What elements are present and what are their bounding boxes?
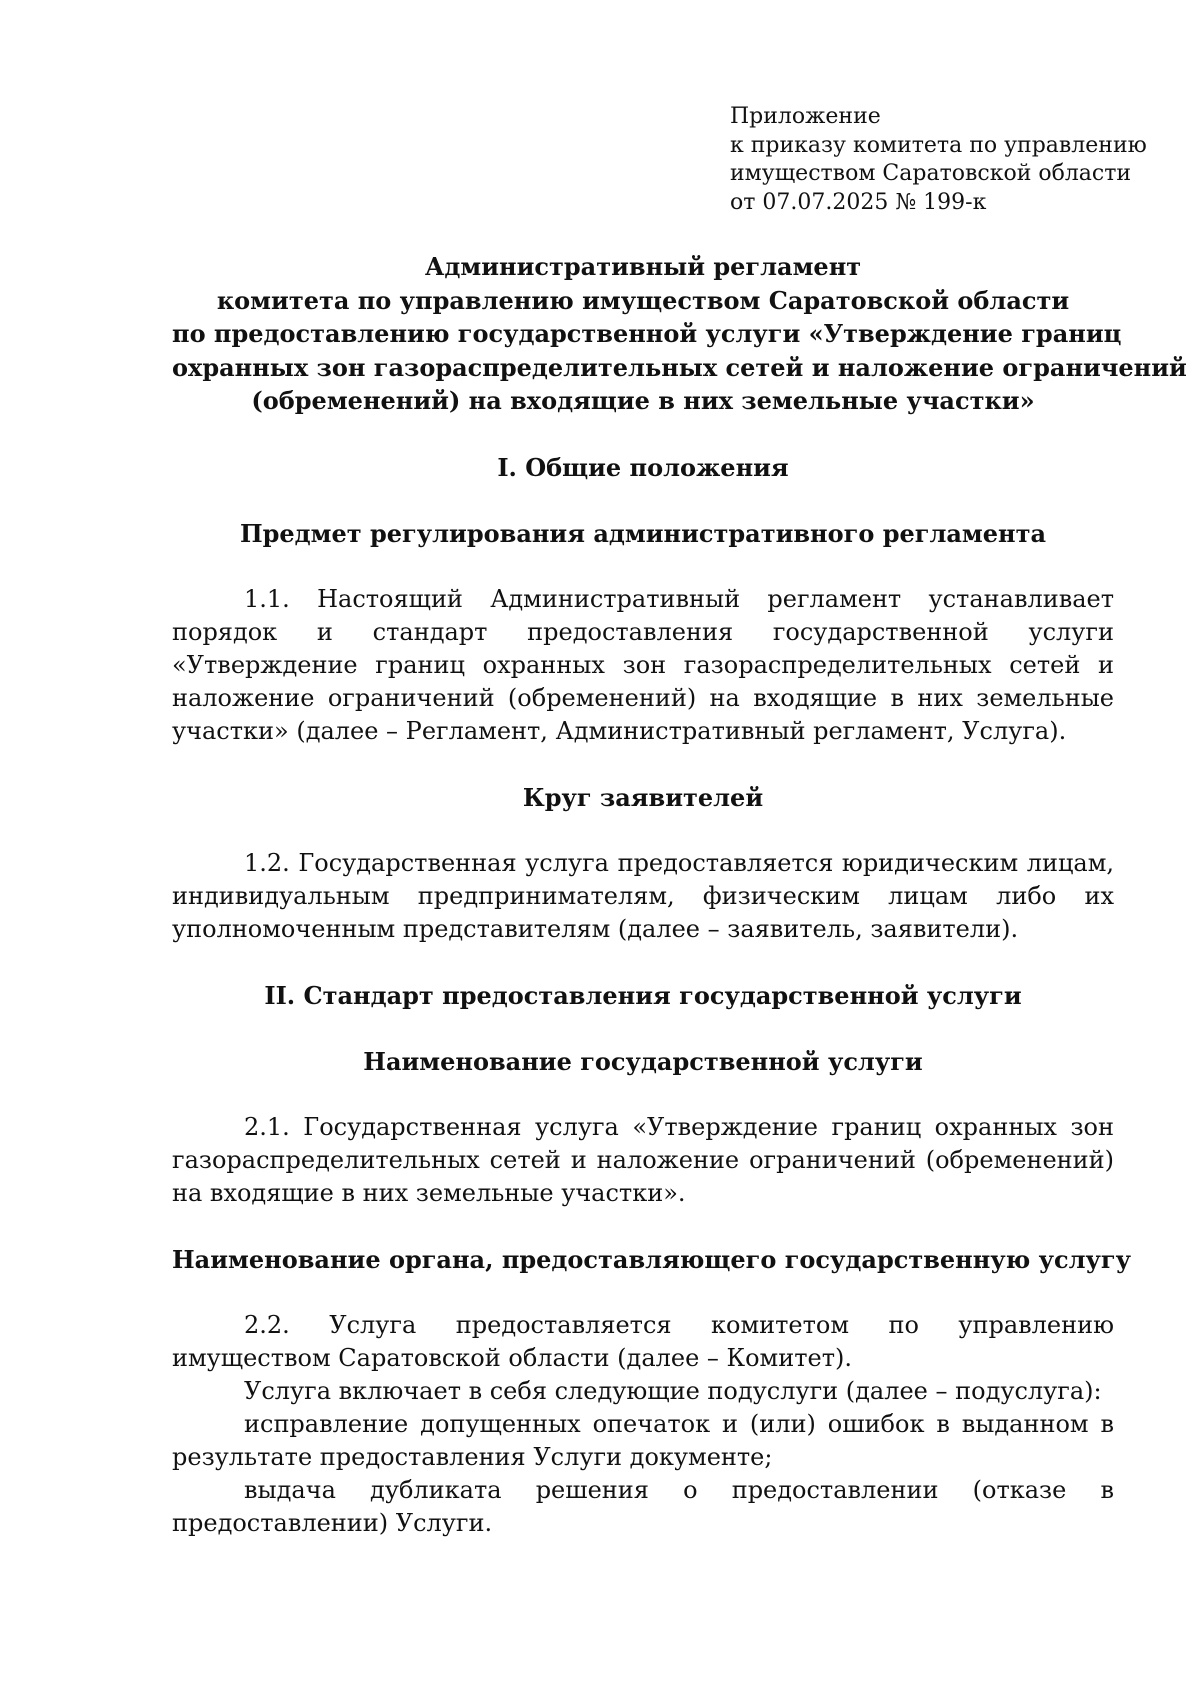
- title-line: по предоставлению государственной услуги «Утверждение границ: [172, 319, 1122, 348]
- subheading-service-name: Наименование государственной услуги: [363, 1046, 923, 1076]
- appendix-line: имуществом Саратовской области: [730, 161, 1132, 186]
- subheading-applicants: Круг заявителей: [522, 782, 764, 812]
- appendix-line: к приказу комитета по управлению: [730, 132, 1147, 158]
- paragraph-2-2-duplicate: выдача дубликата решения о предоставлении (отказе в предоставлении) Услуги.: [172, 1475, 1114, 1537]
- paragraph-2-2: 2.2. Услуга предоставляется комитетом по управлению имуществом Саратовской области (далее – Комитет).: [172, 1310, 1114, 1372]
- title-line: охранных зон газораспределительных сетей и наложение ограничений: [172, 352, 1187, 382]
- document-title: [172, 250, 1187, 418]
- paragraph-2-2-correction: исправление допущенных опечаток и (или) ошибок в выданном в результате предоставления Услуги документе;: [172, 1409, 1114, 1471]
- subheading-authority: Наименование органа, предоставляющего государственную услугу: [172, 1244, 1131, 1274]
- paragraph-2-1: 2.1. Государственная услуга «Утверждение границ охранных зон газораспределительных сетей и наложение ограничений (обременений) на входящие в них земельные участки».: [172, 1112, 1114, 1207]
- paragraph-2-2-subservices: Услуга включает в себя следующие подуслуги (далее – подуслуга):: [244, 1376, 1102, 1405]
- appendix-line: Приложение: [730, 104, 881, 129]
- appendix-block: [730, 103, 1147, 217]
- section-heading-general: I. Общие положения: [497, 452, 789, 482]
- document-body: [172, 250, 1187, 1540]
- subheading-subject: Предмет регулирования административного регламента: [239, 518, 1047, 548]
- title-line: Административный регламент: [424, 252, 862, 281]
- title-line: комитета по управлению имуществом Саратовской области: [216, 285, 1070, 315]
- paragraph-1-1: 1.1. Настоящий Административный регламент устанавливает порядок и стандарт предоставления государственной услуги «Утверждение границ охранных зон газораспределительных сетей и наложение ограничений (обременений) на входящие в них земельные участки» (далее – Регламент, Административный регламент, Услуга).: [172, 584, 1114, 745]
- title-line: (обременений) на входящие в них земельные участки»: [251, 386, 1035, 415]
- appendix-order-number: от 07.07.2025 № 199-к: [730, 189, 987, 215]
- section-heading-standard: II. Стандарт предоставления государственной услуги: [264, 980, 1022, 1010]
- paragraph-1-2: 1.2. Государственная услуга предоставляется юридическим лицам, индивидуальным предпринимателям, физическим лицам либо их уполномоченным представителям (далее – заявитель, заявители).: [172, 848, 1114, 943]
